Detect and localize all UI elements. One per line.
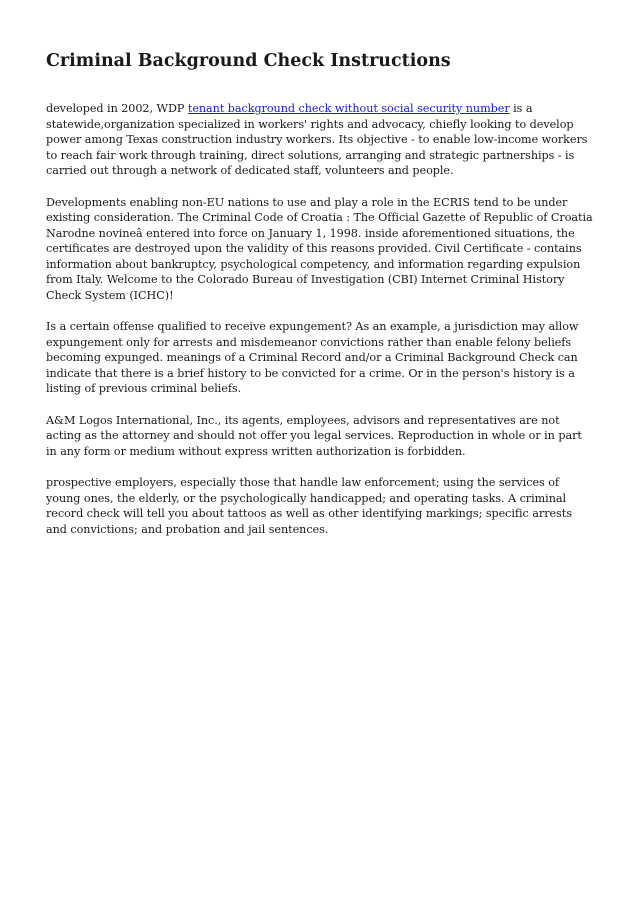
paragraph-employers: prospective employers, especially those that handle law enforcement; using the services of young ones, the elderly, or the psychologically handicapped; and operating tasks. A criminal record check will tell you about tattoos as well as other identifying markings; specific arrests and convictions; and probation and jail sentences. [46, 476, 572, 536]
page-title: Criminal Background Check Instructions [46, 51, 451, 71]
paragraph-disclaimer: A&M Logos International, Inc., its agents, employees, advisors and representatives are not acting as the attorney and should not offer you legal services. Reproduction in whole or in part in any form or medium without express written authorization is forbidden. [46, 413, 582, 458]
tenant-background-check-link[interactable]: tenant background check without social security number [187, 102, 510, 115]
paragraph-expungement: Is a certain offense qualified to receive expungement? As an example, a jurisdiction may allow expungement only for arrests and misdemeanor convictions rather than enable felony beliefs becoming expunged. meanings of a Criminal Record and/or a Criminal Background Check can indicate that there is a brief history to be convicted for a crime. Or in the person's history is a listing of previous criminal beliefs. [46, 320, 579, 395]
paragraph-intro [46, 101, 594, 179]
paragraph-intro-before-link: developed in 2002, WDP [46, 102, 188, 115]
document-page [46, 50, 594, 553]
paragraph-intro-after-link: is a statewide,organization specialized in workers' rights and advocacy, chiefly looking to develop power among Texas construction industry workers. Its objective - to enable low-income workers to reach fair work through training, direct solutions, arranging and strategic partnerships - is carried out through a network of dedicated staff, volunteers and people. [46, 102, 588, 177]
paragraph-ecris: Developments enabling non-EU nations to use and play a role in the ECRIS tend to be under existing consideration. The Criminal Code of Croatia : The Official Gazette of Republic of Croatia Narodne novineâ entered into force on January 1, 1998. inside aforementioned situations, the certificates are destroyed upon the validity of this reasons provided. Civil Certificate - contains information about bankruptcy, psychological competency, and information regarding expulsion from Italy. Welcome to the Colorado Bureau of Investigation (CBI) Internet Criminal History Check System (ICHC)! [46, 195, 593, 302]
